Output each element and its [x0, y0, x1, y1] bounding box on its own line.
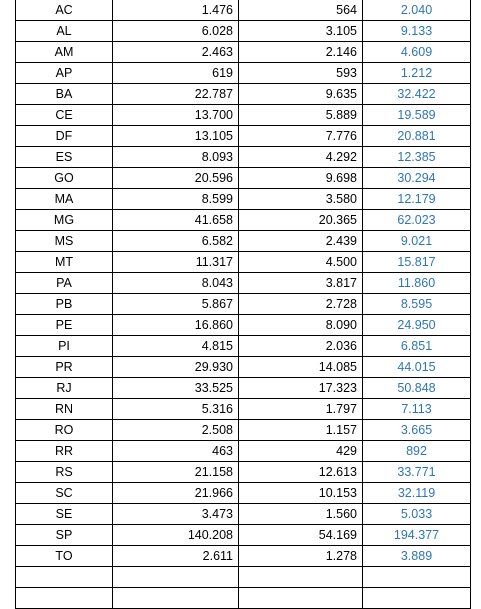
value-b-cell[interactable]: 4.292: [239, 147, 363, 168]
total-cell[interactable]: 12.179: [363, 189, 471, 210]
state-cell[interactable]: PR: [16, 357, 113, 378]
total-cell[interactable]: 50.848: [363, 378, 471, 399]
table-row: [16, 189, 471, 210]
value-a-cell[interactable]: 619: [113, 63, 239, 84]
value-a-cell[interactable]: 8.599: [113, 189, 239, 210]
total-cell[interactable]: 5.033: [363, 504, 471, 525]
total-cell[interactable]: 30.294: [363, 168, 471, 189]
value-b-cell[interactable]: 1.560: [239, 504, 363, 525]
total-cell[interactable]: 2.040: [363, 0, 471, 21]
table-row: [16, 273, 471, 294]
data-table: [15, 0, 471, 609]
total-cell[interactable]: 33.771: [363, 462, 471, 483]
value-a-cell[interactable]: 22.787: [113, 84, 239, 105]
state-cell[interactable]: PI: [16, 336, 113, 357]
value-b-cell[interactable]: 564: [239, 0, 363, 21]
table-row: [16, 588, 471, 609]
table-row: [16, 567, 471, 588]
table-row: [16, 525, 471, 546]
value-a-cell[interactable]: 5.867: [113, 294, 239, 315]
state-cell[interactable]: MG: [16, 210, 113, 231]
table-row: [16, 84, 471, 105]
state-cell[interactable]: GO: [16, 168, 113, 189]
state-cell[interactable]: [16, 588, 113, 609]
table-row: [16, 441, 471, 462]
table-row: [16, 357, 471, 378]
value-b-cell[interactable]: 8.090: [239, 315, 363, 336]
state-cell[interactable]: AM: [16, 42, 113, 63]
value-a-cell[interactable]: 16.860: [113, 315, 239, 336]
total-cell[interactable]: 8.595: [363, 294, 471, 315]
total-cell[interactable]: 62.023: [363, 210, 471, 231]
state-cell[interactable]: SP: [16, 525, 113, 546]
value-b-cell[interactable]: 3.580: [239, 189, 363, 210]
table-row: [16, 399, 471, 420]
table-row: [16, 336, 471, 357]
value-b-cell[interactable]: 9.698: [239, 168, 363, 189]
state-cell[interactable]: PA: [16, 273, 113, 294]
value-a-cell[interactable]: 3.473: [113, 504, 239, 525]
value-a-cell[interactable]: 41.658: [113, 210, 239, 231]
state-cell[interactable]: SE: [16, 504, 113, 525]
value-b-cell[interactable]: 20.365: [239, 210, 363, 231]
value-a-cell[interactable]: 20.596: [113, 168, 239, 189]
total-cell[interactable]: 3.889: [363, 546, 471, 567]
value-a-cell[interactable]: 11.317: [113, 252, 239, 273]
value-a-cell[interactable]: [113, 588, 239, 609]
state-cell[interactable]: RS: [16, 462, 113, 483]
total-cell[interactable]: 7.113: [363, 399, 471, 420]
total-cell[interactable]: 194.377: [363, 525, 471, 546]
total-cell[interactable]: 3.665: [363, 420, 471, 441]
table-row: [16, 21, 471, 42]
value-b-cell[interactable]: 2.439: [239, 231, 363, 252]
state-cell[interactable]: RO: [16, 420, 113, 441]
state-cell[interactable]: AC: [16, 0, 113, 21]
value-b-cell[interactable]: 12.613: [239, 462, 363, 483]
value-a-cell[interactable]: 13.105: [113, 126, 239, 147]
value-a-cell[interactable]: 33.525: [113, 378, 239, 399]
value-b-cell[interactable]: 1.278: [239, 546, 363, 567]
state-cell[interactable]: [16, 567, 113, 588]
total-cell[interactable]: 15.817: [363, 252, 471, 273]
value-a-cell[interactable]: 8.093: [113, 147, 239, 168]
state-cell[interactable]: TO: [16, 546, 113, 567]
value-b-cell[interactable]: [239, 588, 363, 609]
total-cell[interactable]: 19.589: [363, 105, 471, 126]
value-a-cell[interactable]: 4.815: [113, 336, 239, 357]
state-cell[interactable]: ES: [16, 147, 113, 168]
state-cell[interactable]: DF: [16, 126, 113, 147]
total-cell[interactable]: 32.119: [363, 483, 471, 504]
value-b-cell[interactable]: 14.085: [239, 357, 363, 378]
total-cell[interactable]: 6.851: [363, 336, 471, 357]
value-b-cell[interactable]: 2.146: [239, 42, 363, 63]
table-row: [16, 105, 471, 126]
value-a-cell[interactable]: 463: [113, 441, 239, 462]
table-row: [16, 63, 471, 84]
table-row: [16, 168, 471, 189]
state-cell[interactable]: RN: [16, 399, 113, 420]
value-a-cell[interactable]: 2.463: [113, 42, 239, 63]
value-b-cell[interactable]: 7.776: [239, 126, 363, 147]
value-a-cell[interactable]: 2.611: [113, 546, 239, 567]
value-b-cell[interactable]: 3.817: [239, 273, 363, 294]
total-cell[interactable]: 892: [363, 441, 471, 462]
value-a-cell[interactable]: 13.700: [113, 105, 239, 126]
total-cell[interactable]: 4.609: [363, 42, 471, 63]
total-cell[interactable]: [363, 567, 471, 588]
value-a-cell[interactable]: 29.930: [113, 357, 239, 378]
table-row: [16, 462, 471, 483]
value-b-cell[interactable]: 54.169: [239, 525, 363, 546]
value-a-cell[interactable]: 5.316: [113, 399, 239, 420]
total-cell[interactable]: [363, 588, 471, 609]
value-a-cell[interactable]: 1.476: [113, 0, 239, 21]
table-row: [16, 315, 471, 336]
value-b-cell[interactable]: 3.105: [239, 21, 363, 42]
state-cell[interactable]: MS: [16, 231, 113, 252]
value-a-cell[interactable]: 21.158: [113, 462, 239, 483]
table-row: [16, 0, 471, 21]
value-b-cell[interactable]: 10.153: [239, 483, 363, 504]
state-cell[interactable]: BA: [16, 84, 113, 105]
value-b-cell[interactable]: [239, 567, 363, 588]
total-cell[interactable]: 32.422: [363, 84, 471, 105]
value-a-cell[interactable]: 8.043: [113, 273, 239, 294]
table-row: [16, 231, 471, 252]
table-row: [16, 210, 471, 231]
value-b-cell[interactable]: 1.157: [239, 420, 363, 441]
value-b-cell[interactable]: 4.500: [239, 252, 363, 273]
value-a-cell[interactable]: 2.508: [113, 420, 239, 441]
total-cell[interactable]: 9.133: [363, 21, 471, 42]
table-row: [16, 546, 471, 567]
total-cell[interactable]: 9.021: [363, 231, 471, 252]
value-b-cell[interactable]: 2.036: [239, 336, 363, 357]
table-row: [16, 378, 471, 399]
value-a-cell[interactable]: 21.966: [113, 483, 239, 504]
total-cell[interactable]: 1.212: [363, 63, 471, 84]
table-body: [16, 0, 471, 609]
state-cell[interactable]: AL: [16, 21, 113, 42]
state-cell[interactable]: PE: [16, 315, 113, 336]
table-row: [16, 483, 471, 504]
table-row: [16, 252, 471, 273]
value-b-cell[interactable]: 2.728: [239, 294, 363, 315]
value-a-cell[interactable]: 140.208: [113, 525, 239, 546]
table-row: [16, 504, 471, 525]
value-b-cell[interactable]: 593: [239, 63, 363, 84]
value-a-cell[interactable]: 6.028: [113, 21, 239, 42]
table-row: [16, 420, 471, 441]
table-row: [16, 42, 471, 63]
value-b-cell[interactable]: 5.889: [239, 105, 363, 126]
state-cell[interactable]: RJ: [16, 378, 113, 399]
state-cell[interactable]: AP: [16, 63, 113, 84]
table-row: [16, 294, 471, 315]
state-cell[interactable]: MT: [16, 252, 113, 273]
state-cell[interactable]: SC: [16, 483, 113, 504]
table-row: [16, 147, 471, 168]
total-cell[interactable]: 24.950: [363, 315, 471, 336]
state-cell[interactable]: RR: [16, 441, 113, 462]
value-b-cell[interactable]: 429: [239, 441, 363, 462]
state-cell[interactable]: PB: [16, 294, 113, 315]
value-b-cell[interactable]: 9.635: [239, 84, 363, 105]
value-b-cell[interactable]: 17.323: [239, 378, 363, 399]
total-cell[interactable]: 20.881: [363, 126, 471, 147]
state-cell[interactable]: CE: [16, 105, 113, 126]
total-cell[interactable]: 44.015: [363, 357, 471, 378]
value-a-cell[interactable]: [113, 567, 239, 588]
value-b-cell[interactable]: 1.797: [239, 399, 363, 420]
total-cell[interactable]: 12.385: [363, 147, 471, 168]
table-row: [16, 126, 471, 147]
value-a-cell[interactable]: 6.582: [113, 231, 239, 252]
state-cell[interactable]: MA: [16, 189, 113, 210]
total-cell[interactable]: 11.860: [363, 273, 471, 294]
